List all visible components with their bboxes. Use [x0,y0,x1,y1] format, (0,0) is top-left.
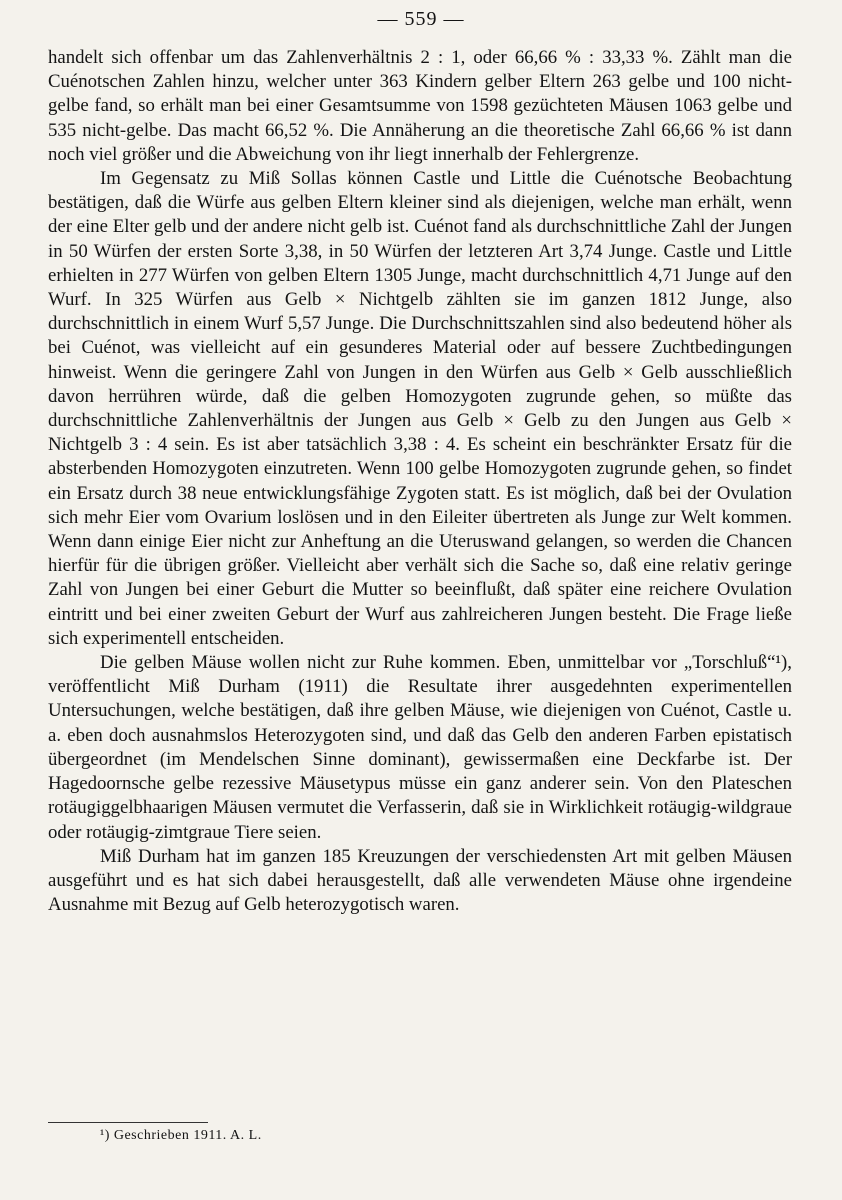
paragraph-3: Die gelben Mäuse wollen nicht zur Ruhe kommen. Eben, unmittelbar vor „Torschluß“¹), veröffentlicht Miß Durham (1911) die Resultate ihrer ausgedehnten experimentellen Untersuchungen, welche bestätigen, daß ihre gelben Mäuse, wie diejenigen von Cuénot, Castle u. a. eben doch ausnahmslos Heterozygoten sind, und daß das Gelb den anderen Farben epistatisch übergeordnet (im Mendelschen Sinne dominant), gewissermaßen eine Deckfarbe ist. Der Hagedoornsche gelbe rezessive Mäusetypus müsse ein ganz anderer sein. Von den Plateschen rotäugiggelbhaarigen Mäusen vermutet die Verfasserin, daß sie in Wirklichkeit rotäugig-wildgraue oder rotäugig-zimtgraue Tiere seien. [48,652,792,843]
paragraph-1: handelt sich offenbar um das Zahlenverhältnis 2 : 1, oder 66,66 % : 33,33 %. Zählt man die Cuénotschen Zahlen hinzu, welcher unter 363 Kindern gelber Eltern 263 gelbe und 100 nicht-gelbe fand, so erhält man bei einer Gesamtsumme von 1598 gezüchteten Mäusen 1063 gelbe und 535 nicht-gelbe. Das macht 66,52 %. Die Annäherung an die theoretische Zahl 66,66 % ist dann noch viel größer und die Abweichung von ihr liegt innerhalb der Fehlergrenze. [48,47,792,165]
footnote: ¹) Geschrieben 1911. A. L. [100,1128,262,1143]
paragraph-2: Im Gegensatz zu Miß Sollas können Castle und Little die Cuénotsche Beobachtung bestätigen, daß die Würfe aus gelben Eltern kleiner sind als diejenigen, welche man erhält, wenn der eine Elter gelb und der andere nicht gelb ist. Cuénot fand als durchschnittliche Zahl der Jungen in 50 Würfen der ersten Sorte 3,38, in 50 Würfen der letzteren Art 3,74 Junge. Castle und Little erhielten in 277 Würfen von gelben Eltern 1305 Junge, macht durchschnittlich 4,71 Junge auf den Wurf. In 325 Würfen aus Gelb × Nichtgelb zählten sie im ganzen 1812 Junge, also durchschnittlich in einem Wurf 5,57 Junge. Die Durchschnittszahlen sind also bedeutend höher als bei Cuénot, was vielleicht auf ein gesunderes Material oder auf bessere Zuchtbedingungen hinweist. Wenn die geringere Zahl von Jungen in den Würfen aus Gelb × Gelb ausschließlich davon herrühren würde, daß die gelben Homozygoten zugrunde gehen, so müßte das durchschnittliche Zahlenverhältnis der Jungen aus Gelb × Gelb zu den Jungen aus Gelb × Nichtgelb 3 : 4 sein. Es ist aber tatsächlich 3,38 : 4. Es scheint ein beschränkter Ersatz für die absterbenden Homozygoten einzutreten. Wenn 100 gelbe Homozygoten zugrunde gehen, so findet ein Ersatz durch 38 neue entwicklungsfähige Zygoten statt. Es ist möglich, daß bei der Ovulation sich mehr Eier vom Ovarium loslösen und in den Eileiter übertreten als Junge zur Welt kommen. Wenn dann einige Eier nicht zur Anheftung an die Uteruswand gelangen, so werden die Chancen hierfür für die übrigen größer. Vielleicht aber verhält sich die Sache so, daß eine relativ geringe Zahl von Jungen bei einer Geburt die Mutter so beeinflußt, daß später eine reichere Ovulation eintritt und bei einer zweiten Geburt der Wurf aus zahlreicheren Jungen besteht. Die Frage ließe sich experimentell entscheiden. [48,168,792,649]
page-number: — 559 — [377,8,465,30]
footnote-divider [48,1122,208,1123]
paragraph-4: Miß Durham hat im ganzen 185 Kreuzungen der verschiedensten Art mit gelben Mäusen ausgeführt und es hat sich dabei herausgestellt, daß alle verwendeten Mäuse ohne irgendeine Ausnahme mit Bezug auf Gelb heterozygotisch waren. [48,845,792,916]
body-text [48,46,792,917]
